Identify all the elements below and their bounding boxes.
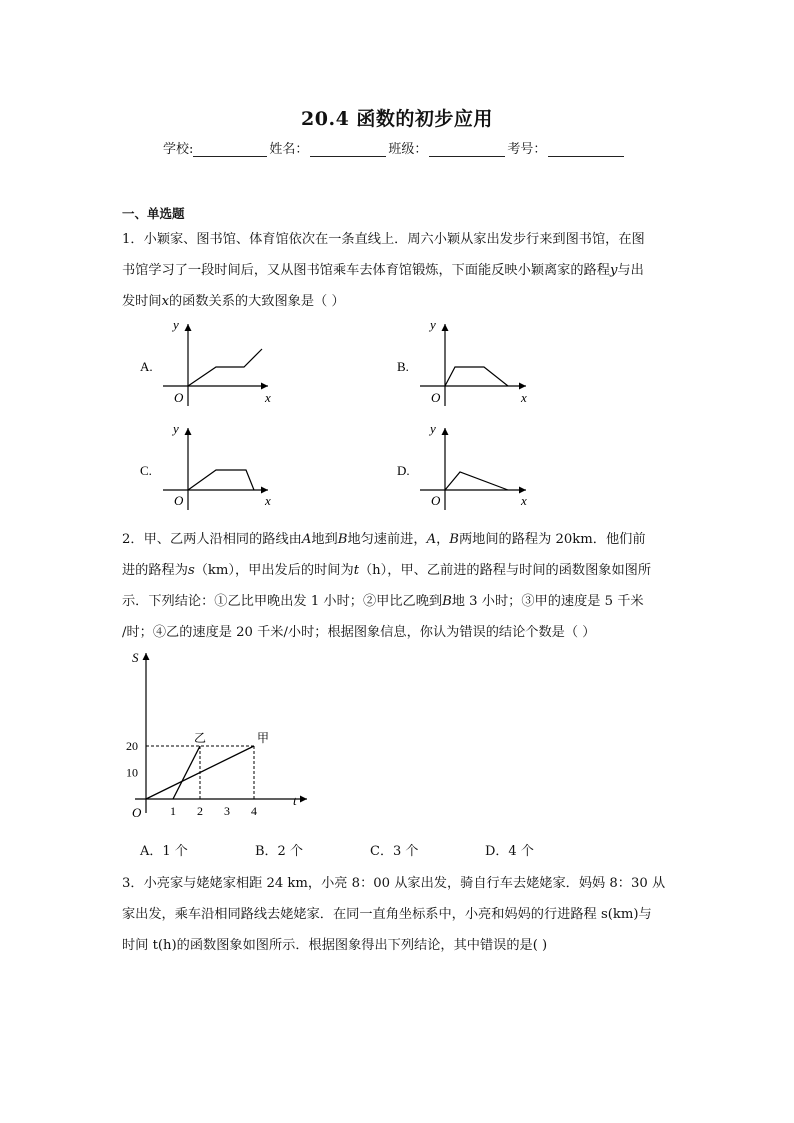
q2-option-b[interactable]: B．2 个 [255, 844, 303, 859]
x-tick-label-3: 3 [224, 804, 230, 818]
option-b-graph[interactable] [397, 317, 527, 406]
svg-text:x: x [521, 493, 527, 508]
id-blank[interactable] [548, 142, 624, 157]
q3-line3: 时间 t(h)的函数图象如图所示．根据图象得出下列结论，其中错误的是( ) [122, 938, 548, 953]
option-b-label: B. [397, 359, 409, 374]
school-blank[interactable] [193, 142, 267, 157]
question-3-text [122, 868, 687, 961]
svg-text:O: O [431, 493, 441, 508]
q2-line4: /时；④乙的速度是 20 千米/小时；根据图象信息，你认为错误的结论个数是（ ） [122, 625, 596, 640]
option-c-graph[interactable] [140, 421, 271, 510]
q2-line1: 2．甲、乙两人沿相同的路线由A地到B地匀速前进，A，B两地间的路程为 20km．他们前 [122, 532, 646, 547]
svg-text:x: x [265, 493, 271, 508]
s-axis-label: S [132, 650, 139, 665]
option-c-label: C. [140, 463, 152, 478]
origin-label: O [174, 390, 184, 405]
q1-line2: 书馆学习了一段时间后，又从图书馆乘车去体育馆锻炼，下面能反映小颖离家的路程y与出 [122, 263, 644, 278]
svg-text:y: y [430, 317, 436, 332]
school-label: 学校: [163, 142, 194, 157]
name-blank[interactable] [310, 142, 386, 157]
svg-text:y: y [173, 421, 179, 436]
q3-line1: 3．小亮家与姥姥家相距 24 km，小亮 8：00 从家出发，骑自行车去姥姥家．妈妈 8：30 从 [122, 876, 666, 891]
y-tick-label-20: 20 [126, 739, 138, 753]
x-axis-label: x [265, 390, 271, 405]
svg-text:O: O [431, 390, 441, 405]
option-a-label: A. [140, 359, 153, 374]
student-info-line [163, 138, 626, 157]
x-tick-label-4: 4 [251, 804, 257, 818]
q2-options [140, 840, 600, 859]
q1-line3: 发时间x的函数关系的大致图象是（ ） [122, 294, 345, 309]
q2-line2: 进的路程为s（km），甲出发后的时间为t（h），甲、乙前进的路程与时间的函数图象如图所 [122, 563, 652, 578]
series-line-1 [173, 746, 200, 799]
q2-option-c[interactable]: C．3 个 [370, 844, 419, 859]
q2-option-a[interactable]: A．1 个 [140, 844, 188, 859]
svg-text:x: x [521, 390, 527, 405]
question-1-text [122, 224, 682, 317]
id-label: 考号： [507, 142, 547, 157]
option-d-label: D. [397, 463, 410, 478]
q2-line3: 示．下列结论：①乙比甲晚出发 1 小时；②甲比乙晚到B地 3 小时；③甲的速度是 5 千米 [122, 594, 644, 609]
class-label: 班级： [388, 142, 428, 157]
page-title: 20.4 函数的初步应用 [301, 108, 493, 130]
class-blank[interactable] [429, 142, 505, 157]
q2-distance-time-chart [110, 645, 320, 825]
series-label-1: 乙 [194, 731, 207, 745]
option-d-graph[interactable] [397, 421, 527, 510]
t-axis-label: t [293, 793, 297, 808]
svg-text:y: y [430, 421, 436, 436]
y-tick-label-10: 10 [126, 765, 138, 780]
q1-line1: 1．小颖家、图书馆、体育馆依次在一条直线上．周六小颖从家出发步行来到图书馆，在图 [122, 232, 645, 247]
x-tick-label-1: 1 [170, 804, 176, 818]
q2-option-d[interactable]: D．4 个 [485, 844, 534, 859]
q3-line2: 家出发，乘车沿相同路线去姥姥家．在同一直角坐标系中，小亮和妈妈的行进路程 s(km)与 [122, 907, 652, 922]
x-tick-label-2: 2 [197, 804, 203, 818]
origin-label: O [132, 805, 142, 820]
name-label: 姓名： [269, 142, 309, 157]
series-label-0: 甲 [257, 731, 270, 745]
question-1-graphs [0, 310, 794, 520]
section-heading: 一、单选题 [122, 206, 185, 221]
y-axis-label: y [173, 317, 179, 332]
option-a-graph[interactable] [140, 317, 271, 406]
question-2-text [122, 524, 687, 648]
svg-text:O: O [174, 493, 184, 508]
